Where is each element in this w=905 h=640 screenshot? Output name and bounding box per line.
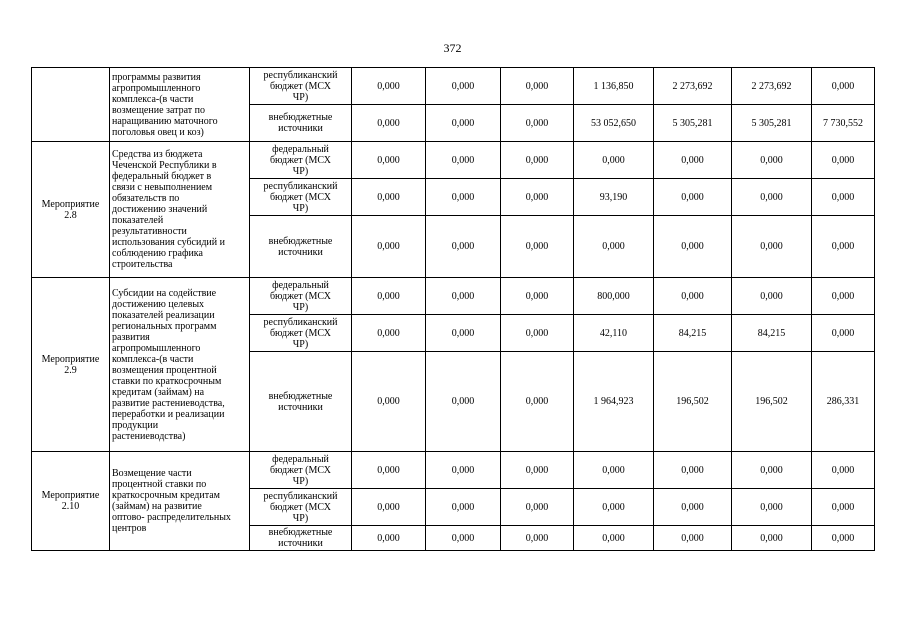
value-cell: 0,000 — [426, 142, 501, 179]
value-cell: 0,000 — [426, 489, 501, 526]
value-cell: 0,000 — [574, 142, 654, 179]
activity-description: Средства из бюджета Чеченской Республики в федеральный бюджет в связи с невыполнением обязательств по достижению значений показателей результативности использования субсидий и соблюдению графика строительства — [110, 142, 250, 278]
value-cell: 0,000 — [426, 352, 501, 452]
value-cell: 0,000 — [732, 142, 812, 179]
value-cell: 84,215 — [732, 315, 812, 352]
value-cell: 0,000 — [501, 452, 574, 489]
value-cell: 0,000 — [574, 452, 654, 489]
value-cell: 42,110 — [574, 315, 654, 352]
value-cell: 196,502 — [654, 352, 732, 452]
funding-source: внебюджетные источники — [250, 216, 352, 278]
value-cell: 0,000 — [426, 452, 501, 489]
funding-source: республиканский бюджет (МСХ ЧР) — [250, 489, 352, 526]
value-cell: 0,000 — [352, 315, 426, 352]
funding-source: внебюджетные источники — [250, 105, 352, 142]
value-cell: 0,000 — [654, 179, 732, 216]
budget-table — [31, 67, 875, 551]
page-number: 372 — [443, 41, 462, 55]
funding-source: республиканский бюджет (МСХ ЧР) — [250, 179, 352, 216]
funding-source: федеральный бюджет (МСХ ЧР) — [250, 278, 352, 315]
value-cell: 0,000 — [732, 216, 812, 278]
activity-id: Мероприятие 2.9 — [32, 278, 110, 452]
value-cell: 1 136,850 — [574, 68, 654, 105]
value-cell: 0,000 — [812, 216, 875, 278]
value-cell: 0,000 — [574, 526, 654, 551]
value-cell: 0,000 — [352, 179, 426, 216]
value-cell: 0,000 — [352, 352, 426, 452]
table-row — [32, 142, 875, 179]
value-cell: 93,190 — [574, 179, 654, 216]
value-cell: 0,000 — [732, 278, 812, 315]
value-cell: 0,000 — [501, 68, 574, 105]
value-cell: 0,000 — [501, 315, 574, 352]
activity-description: Возмещение части процентной ставки по краткосрочным кредитам (займам) на развитие оптово- распределительных центров — [110, 452, 250, 551]
value-cell: 0,000 — [352, 452, 426, 489]
value-cell: 0,000 — [574, 489, 654, 526]
value-cell: 0,000 — [426, 216, 501, 278]
funding-source: внебюджетные источники — [250, 352, 352, 452]
value-cell: 5 305,281 — [654, 105, 732, 142]
value-cell: 0,000 — [501, 526, 574, 551]
activity-description: программы развития агропромышленного комплекса-(в части возмещение затрат по наращиванию маточного поголовья овец и коз) — [110, 68, 250, 142]
value-cell: 0,000 — [654, 278, 732, 315]
value-cell: 0,000 — [654, 526, 732, 551]
value-cell: 0,000 — [654, 452, 732, 489]
funding-source: федеральный бюджет (МСХ ЧР) — [250, 142, 352, 179]
value-cell: 0,000 — [812, 452, 875, 489]
value-cell: 2 273,692 — [654, 68, 732, 105]
value-cell: 0,000 — [812, 142, 875, 179]
value-cell: 0,000 — [654, 142, 732, 179]
table-row — [32, 452, 875, 489]
value-cell: 0,000 — [426, 105, 501, 142]
funding-source: внебюджетные источники — [250, 526, 352, 551]
value-cell: 0,000 — [812, 526, 875, 551]
value-cell: 0,000 — [426, 68, 501, 105]
value-cell: 0,000 — [501, 142, 574, 179]
value-cell: 196,502 — [732, 352, 812, 452]
value-cell: 0,000 — [574, 216, 654, 278]
value-cell: 0,000 — [501, 216, 574, 278]
value-cell: 0,000 — [812, 489, 875, 526]
value-cell: 0,000 — [732, 526, 812, 551]
value-cell: 0,000 — [352, 526, 426, 551]
value-cell: 0,000 — [426, 278, 501, 315]
value-cell: 0,000 — [426, 179, 501, 216]
value-cell: 800,000 — [574, 278, 654, 315]
value-cell: 0,000 — [812, 315, 875, 352]
table-row — [32, 68, 875, 105]
value-cell: 0,000 — [732, 179, 812, 216]
activity-id: Мероприятие 2.8 — [32, 142, 110, 278]
value-cell: 0,000 — [352, 68, 426, 105]
value-cell: 0,000 — [812, 68, 875, 105]
value-cell: 1 964,923 — [574, 352, 654, 452]
value-cell: 0,000 — [426, 526, 501, 551]
value-cell: 84,215 — [654, 315, 732, 352]
table-row — [32, 278, 875, 315]
value-cell: 0,000 — [352, 489, 426, 526]
activity-id: Мероприятие 2.10 — [32, 452, 110, 551]
value-cell: 5 305,281 — [732, 105, 812, 142]
activity-id — [32, 68, 110, 142]
value-cell: 2 273,692 — [732, 68, 812, 105]
value-cell: 0,000 — [501, 179, 574, 216]
value-cell: 286,331 — [812, 352, 875, 452]
value-cell: 0,000 — [501, 105, 574, 142]
value-cell: 0,000 — [352, 278, 426, 315]
value-cell: 0,000 — [654, 489, 732, 526]
value-cell: 0,000 — [812, 278, 875, 315]
value-cell: 0,000 — [501, 489, 574, 526]
funding-source: республиканский бюджет (МСХ ЧР) — [250, 68, 352, 105]
value-cell: 7 730,552 — [812, 105, 875, 142]
value-cell: 0,000 — [426, 315, 501, 352]
activity-description: Субсидии на содействие достижению целевых показателей реализации региональных программ развития агропромышленного комплекса-(в части возмещения процентной ставки по краткосрочным кредитам (займам) на развитие растениеводства, переработки и реализации продукции растениеводства) — [110, 278, 250, 452]
value-cell: 0,000 — [352, 142, 426, 179]
funding-source: федеральный бюджет (МСХ ЧР) — [250, 452, 352, 489]
value-cell: 0,000 — [732, 452, 812, 489]
funding-source: республиканский бюджет (МСХ ЧР) — [250, 315, 352, 352]
value-cell: 53 052,650 — [574, 105, 654, 142]
value-cell: 0,000 — [654, 216, 732, 278]
value-cell: 0,000 — [812, 179, 875, 216]
value-cell: 0,000 — [732, 489, 812, 526]
value-cell: 0,000 — [352, 216, 426, 278]
value-cell: 0,000 — [501, 278, 574, 315]
value-cell: 0,000 — [501, 352, 574, 452]
value-cell: 0,000 — [352, 105, 426, 142]
